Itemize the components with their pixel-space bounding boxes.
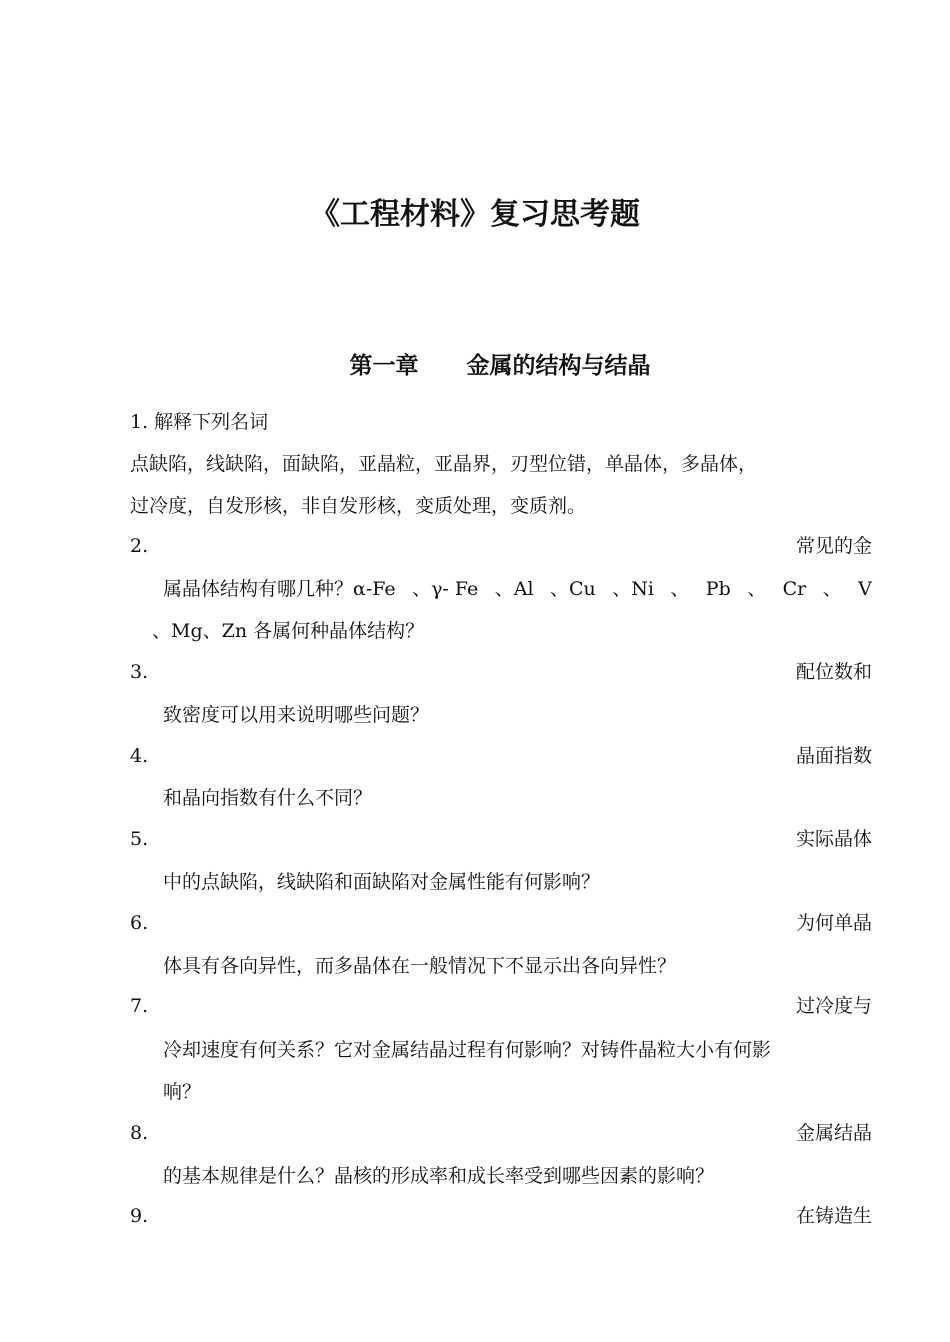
question-text-start: 常见的金 <box>795 535 872 557</box>
question-1-heading: 1. 解释下列名词 <box>130 411 269 433</box>
question-text-start: 在铸造生 <box>795 1205 872 1227</box>
question-6-line-1: 体具有各向异性，而多晶体在一般情况下不显示出各向异性？ <box>163 955 677 977</box>
question-number: 3. <box>130 661 149 683</box>
question-number: 4. <box>130 745 149 767</box>
question-number: 6. <box>130 912 149 934</box>
question-text-start: 过冷度与 <box>795 995 872 1017</box>
question-number: 9. <box>130 1205 149 1227</box>
question-text-start: 实际晶体 <box>795 828 872 850</box>
question-2-line-2: 、Mg、Zn 各属何种晶体结构？ <box>152 620 425 642</box>
text-segment: 、Ni <box>612 578 654 600</box>
question-text-start: 为何单晶 <box>795 912 872 934</box>
question-4-line-1: 和晶向指数有什么不同？ <box>163 787 373 809</box>
text-segment: Pb <box>705 578 731 600</box>
question-3-line-1: 致密度可以用来说明哪些问题？ <box>163 704 430 726</box>
question-text-start: 晶面指数 <box>795 745 872 767</box>
question-8-number-row <box>130 1112 872 1154</box>
question-2-number-row <box>130 525 872 567</box>
text-segment: Cr <box>782 578 807 600</box>
question-1-terms-line-1: 点缺陷，线缺陷，面缺陷，亚晶粒，亚晶界，刃型位错，单晶体，多晶体， <box>130 453 758 475</box>
question-2-line-1 <box>163 568 872 610</box>
text-segment: 属晶体结构有哪几种？α-Fe <box>163 578 396 600</box>
question-4-number-row <box>130 735 872 777</box>
text-segment: 、Cu <box>549 578 596 600</box>
question-text-start: 金属结晶 <box>795 1122 872 1144</box>
text-segment: 、 <box>747 578 767 600</box>
question-7-number-row <box>130 985 872 1027</box>
question-text-start: 配位数和 <box>795 661 872 683</box>
question-7-line-2: 响？ <box>163 1081 202 1103</box>
text-segment: V <box>858 578 872 600</box>
text-segment: 、Al <box>494 578 534 600</box>
question-number: 7. <box>130 995 149 1017</box>
text-segment: 、 <box>822 578 842 600</box>
question-5-line-1: 中的点缺陷，线缺陷和面缺陷对金属性能有何影响？ <box>163 871 601 893</box>
question-number: 2. <box>130 535 149 557</box>
question-1-terms-line-2: 过冷度，自发形核，非自发形核，变质处理，变质剂。 <box>130 495 587 517</box>
text-segment: 、γ- Fe <box>412 578 479 600</box>
question-7-line-1: 冷却速度有何关系？它对金属结晶过程有何影响？对铸件晶粒大小有何影 <box>163 1039 772 1061</box>
question-number: 8. <box>130 1122 149 1144</box>
question-9-number-row <box>130 1195 872 1237</box>
question-number: 5. <box>130 828 149 850</box>
question-3-number-row <box>130 651 872 693</box>
question-8-line-1: 的基本规律是什么？晶核的形成率和成长率受到哪些因素的影响？ <box>163 1165 715 1187</box>
text-segment: 、 <box>670 578 690 600</box>
chapter-title: 第一章 金属的结构与结晶 <box>349 352 651 379</box>
question-6-number-row <box>130 902 872 944</box>
document-title: 《工程材料》复习思考题 <box>310 197 640 232</box>
question-5-number-row <box>130 818 872 860</box>
